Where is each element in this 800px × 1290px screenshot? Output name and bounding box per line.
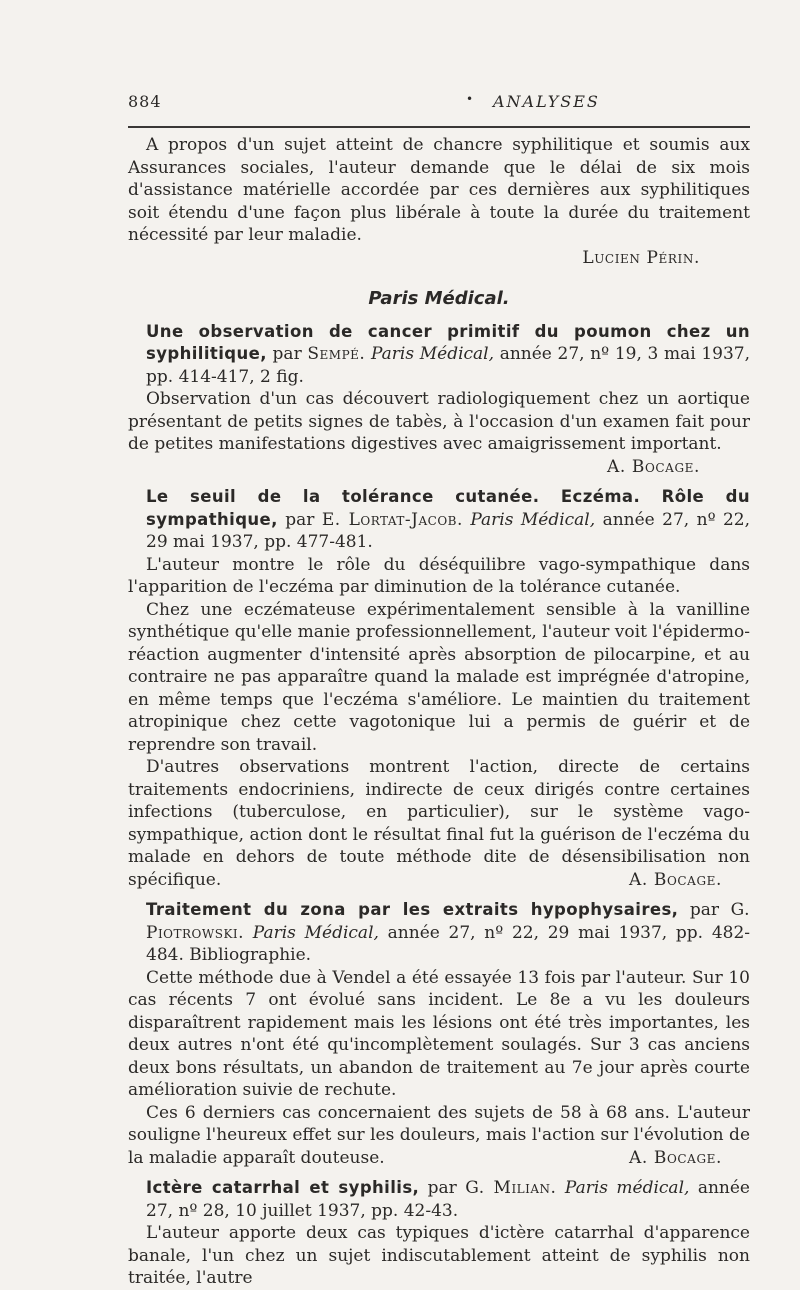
article-paragraph: Chez une eczémateuse expérimentalement sensible à la vanilline synthétique qu'elle manie professionnellement, l'auteur voit l'épidermo-réaction augmenter d'intensité après absorption de pilocarpine, et au contraire ne pas apparaître quand la malade est imprégnée d'atropine, en même temps que l'eczéma s'améliore. Le maintien du traitement atropinique chez cette vagotonique lui a permis de guérir et de reprendre son travail. [128,599,750,755]
intro-signature: Lucien Périn. [582,247,700,268]
article-journal: Paris Médical, [252,922,379,943]
article-paragraph: Cette méthode due à Vendel a été essayée 13 fois par l'auteur. Sur 10 cas récents 7 ont évolué sans incident. Le 8e a vu les douleurs disparaîtrent rapidement mais les lésions ont été très importantes, les deux autres n'ont été qu'incomplètement soulagés. Sur 3 cas anciens deux bons résultats, un abandon de traitement au 7e jour après courte amélioration suivie de rechute. [128,967,750,1100]
article-author: E. Lortat-Jacob. [321,509,463,530]
article-paragraph [128,756,750,891]
article-journal: Paris Médical, [370,344,495,364]
article-paragraph-text: Ces 6 derniers cas concernaient des sujets de 58 à 68 ans. L'auteur souligne l'heureux effet sur les douleurs, mais l'action sur l'évolution de la maladie apparaît douteuse. [128,1102,750,1168]
article [128,321,750,479]
article-journal: Paris Médical, [470,509,596,530]
article [128,1177,750,1290]
article-paragraph: L'auteur montre le rôle du déséquilibre vago-sympathique dans l'apparition de l'eczéma par diminution de la tolérance cutanée. [128,554,750,597]
running-title: ANALYSES [493,92,600,111]
article-by: par [285,509,315,530]
article-by: par [272,344,302,364]
page-body [128,134,750,1290]
article-paragraph: L'auteur apporte deux cas typiques d'ictère catarrhal d'apparence banale, l'un chez un sujet indiscutablement atteint de syphilis non traitée, l'autre [128,1223,750,1288]
page-number: 884 [128,92,162,111]
article-by: par [427,1178,457,1198]
page-header [128,92,750,116]
header-rule [128,126,750,128]
article-title: Ictère catarrhal et syphilis, [146,1178,420,1197]
article-author: G. Piotrowski. [146,900,751,943]
article-paragraph: Observation d'un cas découvert radiologiquement chez un aortique présentant de petits signes de tabès, à l'occasion d'un examen fait pour de petites manifestations digestives avec amaigrissement important. [128,389,750,454]
article-reference [128,899,750,967]
article-reference [128,321,750,389]
intro-paragraph: A propos d'un sujet atteint de chancre syphilitique et soumis aux Assurances sociales, l'auteur demande que le délai de six mois d'assistance matérielle accordée par ces dernières aux syphilitiques soit étendu d'une façon plus libérale à toute la durée du traitement nécessité par leur maladie. [128,135,750,245]
journal-heading: Paris Médical. [368,288,510,309]
article [128,486,750,891]
article-signature: A. Bocage. [606,456,700,477]
article-signature: A. Bocage. [628,869,722,890]
article-title: Traitement du zona par les extraits hypophysaires, [146,900,679,919]
article-title: Le seuil de la tolérance cutanée. Eczéma. Rôle du sympathique, [146,487,750,529]
article-title: Une observation de cancer primitif du poumon chez un syphilitique, [146,321,750,363]
article-reference [128,1177,750,1222]
article-by: par [689,900,720,920]
article-author: G. Milian. [465,1178,557,1198]
article-citation: année 27, nº 22, 29 mai 1937, pp. 477-481. [146,509,751,552]
article-citation: année 27, nº 28, 10 juillet 1937, pp. 42-43. [146,1178,750,1221]
header-dot: • [466,92,474,106]
article-author: Sempé. [307,344,366,364]
article [128,899,750,1169]
article-signature: A. Bocage. [628,1147,722,1168]
article-paragraph-text: D'autres observations montrent l'action, directe de certains traitements endocriniens, indirecte de ceux dirigés contre certaines infections (tuberculose, en particulier), sur le système vago-sympathique, action dont le résultat final fut la guérison de l'eczéma du malade en dehors de toute méthode dite de désensibilisation non spécifique. [128,757,750,890]
article-reference [128,486,750,554]
article-citation: année 27, nº 22, 29 mai 1937, pp. 482-484. Bibliographie. [146,922,751,965]
article-citation: année 27, nº 19, 3 mai 1937, pp. 414-417, 2 fig. [146,344,751,387]
article-paragraph [128,1102,750,1170]
article-journal: Paris médical, [564,1178,690,1198]
